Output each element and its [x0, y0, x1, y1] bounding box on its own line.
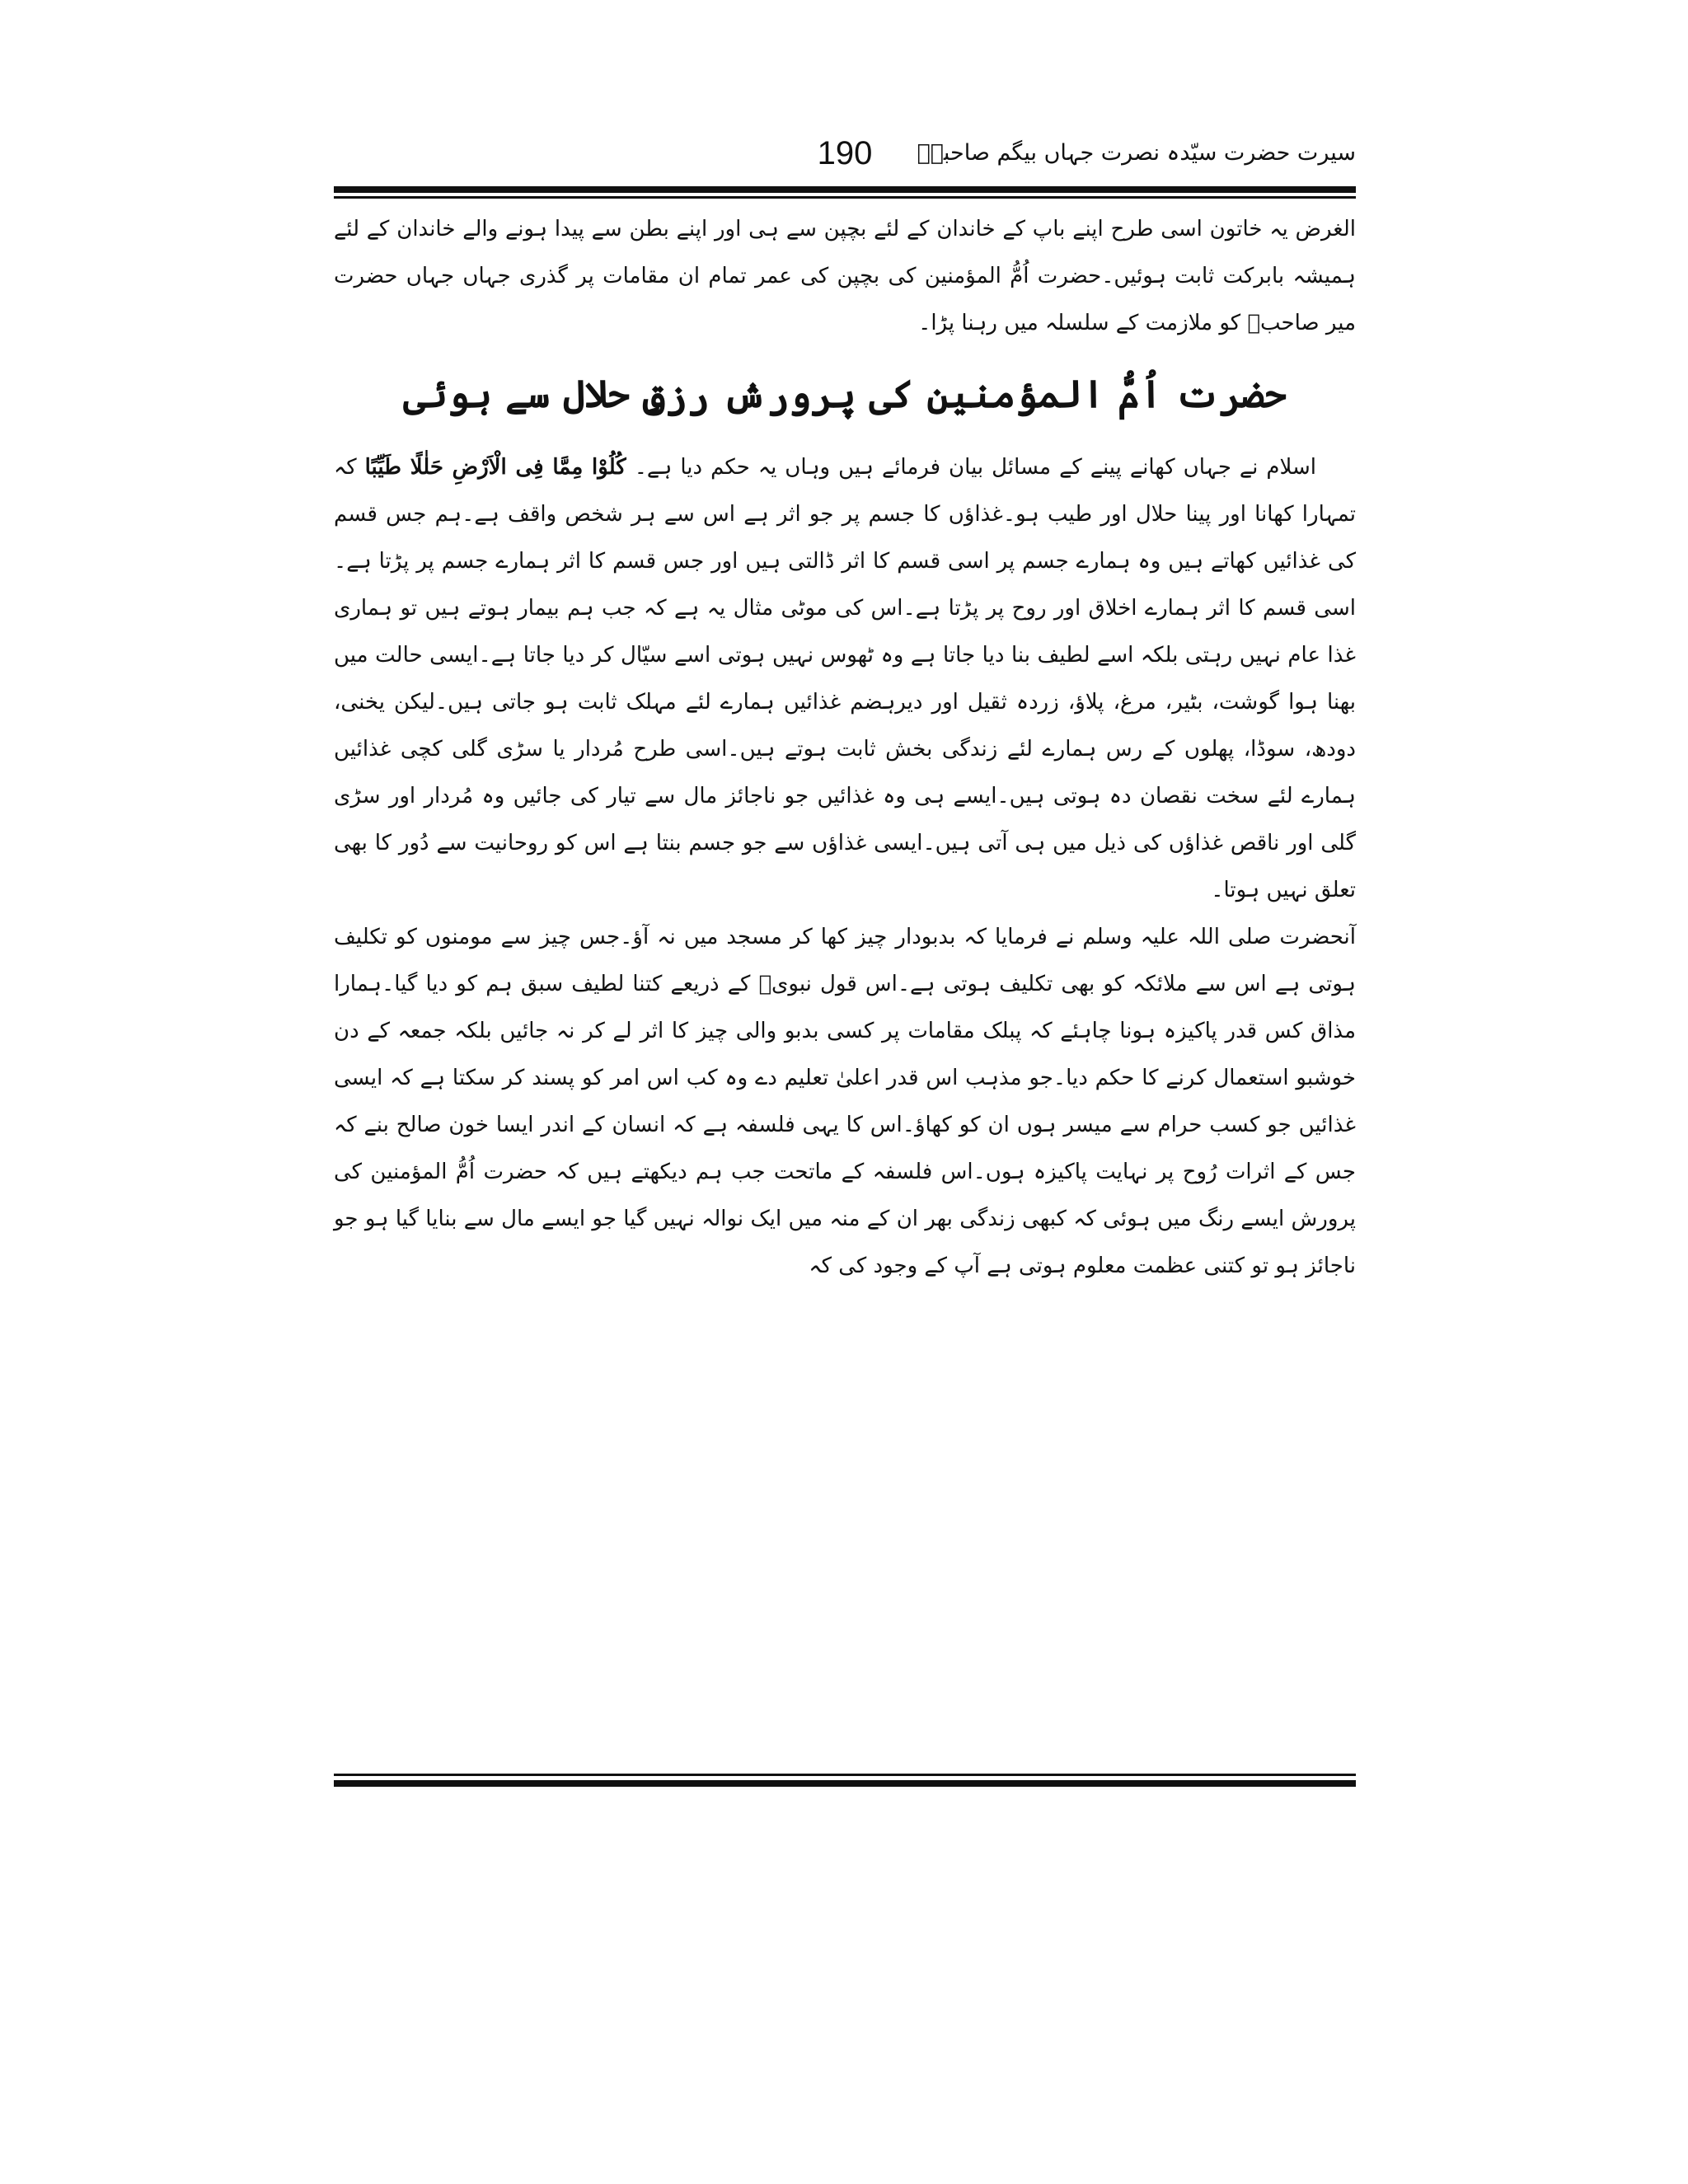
- page-header: [334, 132, 1356, 183]
- header-rule-thin: [334, 196, 1356, 199]
- section-heading: حضرت اُمُّ المؤمنین کی پرورش رزقِ حلال سے ہوئی: [403, 372, 1287, 416]
- page-number: 190: [817, 135, 873, 171]
- paragraph-2: [334, 444, 1356, 914]
- paragraph-2-body: کہ تمہارا کھانا اور پینا حلال اور طیب ہو۔غذاؤں کا جسم پر جو اثر ہے اس سے ہر شخص واقف ہے۔ہم جس قسم کی غذائیں کھاتے ہیں وہ ہمارے جسم پر اسی قسم کا اثر ڈالتی ہیں اور جس قسم کا اثر ہمارے جسم پر پڑتا ہے۔اسی قسم کا اثر ہمارے اخلاق اور روح پر پڑتا ہے۔اس کی موٹی مثال یہ ہے کہ جب ہم بیمار ہوتے ہیں تو ہماری غذا عام نہیں رہتی بلکہ اسے لطیف بنا دیا جاتا ہے وہ ٹھوس نہیں ہوتی اسے سیّال کر دیا جاتا ہے۔ایسی حالت میں بھنا ہوا گوشت، بٹیر، مرغ، پلاؤ، زردہ ثقیل اور دیرہضم غذائیں ہمارے لئے مہلک ثابت ہو جاتی ہیں۔لیکن یخنی، دودھ، سوڈا، پھلوں کے رس ہمارے لئے زندگی بخش ثابت ہوتے ہیں۔اسی طرح مُردار یا سڑی گلی کچی غذائیں ہمارے لئے سخت نقصان دہ ہوتی ہیں۔ایسے ہی وہ غذائیں جو ناجائز مال سے تیار کی جائیں وہ مُردار اور سڑی گلی اور ناقص غذاؤں کی ذیل میں ہی آتی ہیں۔ایسی غذاؤں سے جو جسم بنتا ہے اس کو روحانیت سے دُور کا بھی تعلق نہیں ہوتا۔: [334, 455, 1356, 902]
- footer-rule-thin: [334, 1774, 1356, 1776]
- quranic-verse: کُلُوْا مِمَّا فِی الْاَرْضِ حَلٰلًا طَیِّبًا: [364, 455, 626, 480]
- footer-rule-thick: [334, 1780, 1356, 1787]
- running-title: سیرت حضرت سیّدہ نصرت جہاں بیگم صاحبہؓ: [917, 140, 1356, 166]
- header-rule-thick: [334, 186, 1356, 193]
- paragraph-1: الغرض یہ خاتون اسی طرح اپنے باپ کے خاندان کے لئے بچپن سے ہی اور اپنے بطن سے پیدا ہونے والے خاندان کے لئے ہمیشہ بابرکت ثابت ہوئیں۔حضرت اُمُّ المؤمنین کی بچپن کی عمر تمام ان مقامات پر گذری جہاں جہاں حضرت میر صاحبؓ کو ملازمت کے سلسلہ میں رہنا پڑا۔: [334, 217, 1356, 335]
- paragraph-2-intro: اسلام نے جہاں کھانے پینے کے مسائل بیان فرمائے ہیں وہاں یہ حکم دیا ہے۔: [634, 455, 1317, 480]
- page-body: [334, 206, 1356, 1290]
- paragraph-3: آنحضرت صلی اللہ علیہ وسلم نے فرمایا کہ بدبودار چیز کھا کر مسجد میں نہ آؤ۔جس چیز سے مومنوں کو تکلیف ہوتی ہے اس سے ملائکہ کو بھی تکلیف ہوتی ہے۔اس قول نبویؐ کے ذریعے کتنا لطیف سبق ہم کو دیا گیا۔ہمارا مذاق کس قدر پاکیزہ ہونا چاہئے کہ پبلک مقامات پر کسی بدبو والی چیز کا اثر لے کر نہ جائیں بلکہ جمعہ کے دن خوشبو استعمال کرنے کا حکم دیا۔جو مذہب اس قدر اعلیٰ تعلیم دے وہ کب اس امر کو پسند کر سکتا ہے کہ ایسی غذائیں جو کسب حرام سے میسر ہوں ان کو کھاؤ۔اس کا یہی فلسفہ ہے کہ انسان کے اندر ایسا خون صالح بنے کہ جس کے اثرات رُوح پر نہایت پاکیزہ ہوں۔اس فلسفہ کے ماتحت جب ہم دیکھتے ہیں کہ حضرت اُمُّ المؤمنین کی پرورش ایسے رنگ میں ہوئی کہ کبھی زندگی بھر ان کے منہ میں ایک نوالہ نہیں گیا جو ایسے مال سے بنایا گیا ہو جو ناجائز ہو تو کتنی عظمت معلوم ہوتی ہے آپ کے وجود کی کہ: [334, 925, 1356, 1278]
